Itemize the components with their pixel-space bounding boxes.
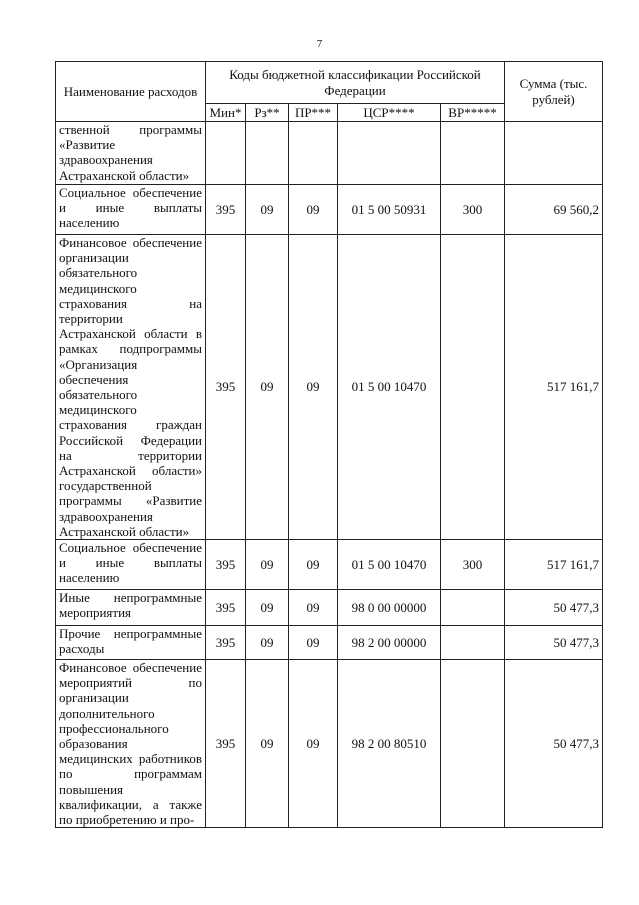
header-rz: Рз**	[246, 104, 289, 122]
row-rz: 09	[246, 540, 289, 590]
row-rz: 09	[246, 235, 289, 540]
row-pr: 09	[289, 660, 338, 828]
row-min: 395	[206, 235, 246, 540]
table-row	[56, 540, 603, 590]
table-row	[56, 660, 603, 828]
row-pr: 09	[289, 590, 338, 626]
row-min: 395	[206, 185, 246, 235]
header-sum: Сумма (тыс. рублей)	[505, 62, 603, 122]
header-name: Наименование расходов	[56, 62, 206, 122]
row-sum: 517 161,7	[505, 235, 603, 540]
row-vr	[441, 660, 505, 828]
row-csr	[338, 122, 441, 185]
table-row	[56, 122, 603, 185]
row-sum: 50 477,3	[505, 660, 603, 828]
row-rz: 09	[246, 185, 289, 235]
row-pr: 09	[289, 185, 338, 235]
row-name: Прочие непрограммные расходы	[56, 626, 206, 660]
row-csr: 01 5 00 10470	[338, 540, 441, 590]
row-vr: 300	[441, 540, 505, 590]
row-vr	[441, 626, 505, 660]
row-pr: 09	[289, 235, 338, 540]
row-min	[206, 122, 246, 185]
row-min: 395	[206, 590, 246, 626]
row-pr: 09	[289, 540, 338, 590]
row-csr: 98 0 00 00000	[338, 590, 441, 626]
row-sum: 50 477,3	[505, 626, 603, 660]
row-pr: 09	[289, 626, 338, 660]
budget-table	[55, 61, 603, 828]
row-vr	[441, 122, 505, 185]
row-sum: 69 560,2	[505, 185, 603, 235]
row-name: Финансовое обеспечение организации обязательного медицинского страхования на территории Астраханской области в рамках подпрограммы «Организация обеспечения обязательного медицинского страхования граждан Российской Федерации на территории Астраханской области» государственной программы «Развитие здравоохранения Астраханской области»	[56, 235, 206, 540]
row-rz: 09	[246, 590, 289, 626]
row-pr	[289, 122, 338, 185]
row-min: 395	[206, 540, 246, 590]
row-vr	[441, 235, 505, 540]
header-pr: ПР***	[289, 104, 338, 122]
row-vr	[441, 590, 505, 626]
row-name: Социальное обеспечение и иные выплаты населению	[56, 540, 206, 590]
row-rz: 09	[246, 626, 289, 660]
row-csr: 01 5 00 50931	[338, 185, 441, 235]
header-codes-group: Коды бюджетной классификации Российской Федерации	[206, 62, 505, 104]
row-sum: 517 161,7	[505, 540, 603, 590]
row-vr: 300	[441, 185, 505, 235]
row-sum: 50 477,3	[505, 590, 603, 626]
table-row	[56, 185, 603, 235]
header-min: Мин*	[206, 104, 246, 122]
row-rz: 09	[246, 660, 289, 828]
row-name: Социальное обеспечение и иные выплаты населению	[56, 185, 206, 235]
header-vr: ВР*****	[441, 104, 505, 122]
table-row	[56, 590, 603, 626]
row-csr: 98 2 00 80510	[338, 660, 441, 828]
row-min: 395	[206, 626, 246, 660]
row-rz	[246, 122, 289, 185]
row-name: Финансовое обеспечение мероприятий по организации дополнительного профессионального образования медицинских работников по программам повышения квалификации, а также по приобретению и про-	[56, 660, 206, 828]
row-csr: 98 2 00 00000	[338, 626, 441, 660]
row-min: 395	[206, 660, 246, 828]
row-name: ственной программы «Развитие здравоохранения Астраханской области»	[56, 122, 206, 185]
row-sum	[505, 122, 603, 185]
table-row	[56, 626, 603, 660]
page-number: 7	[316, 38, 323, 50]
row-name: Иные непрограммные мероприятия	[56, 590, 206, 626]
header-csr: ЦСР****	[338, 104, 441, 122]
table-row	[56, 235, 603, 540]
row-csr: 01 5 00 10470	[338, 235, 441, 540]
